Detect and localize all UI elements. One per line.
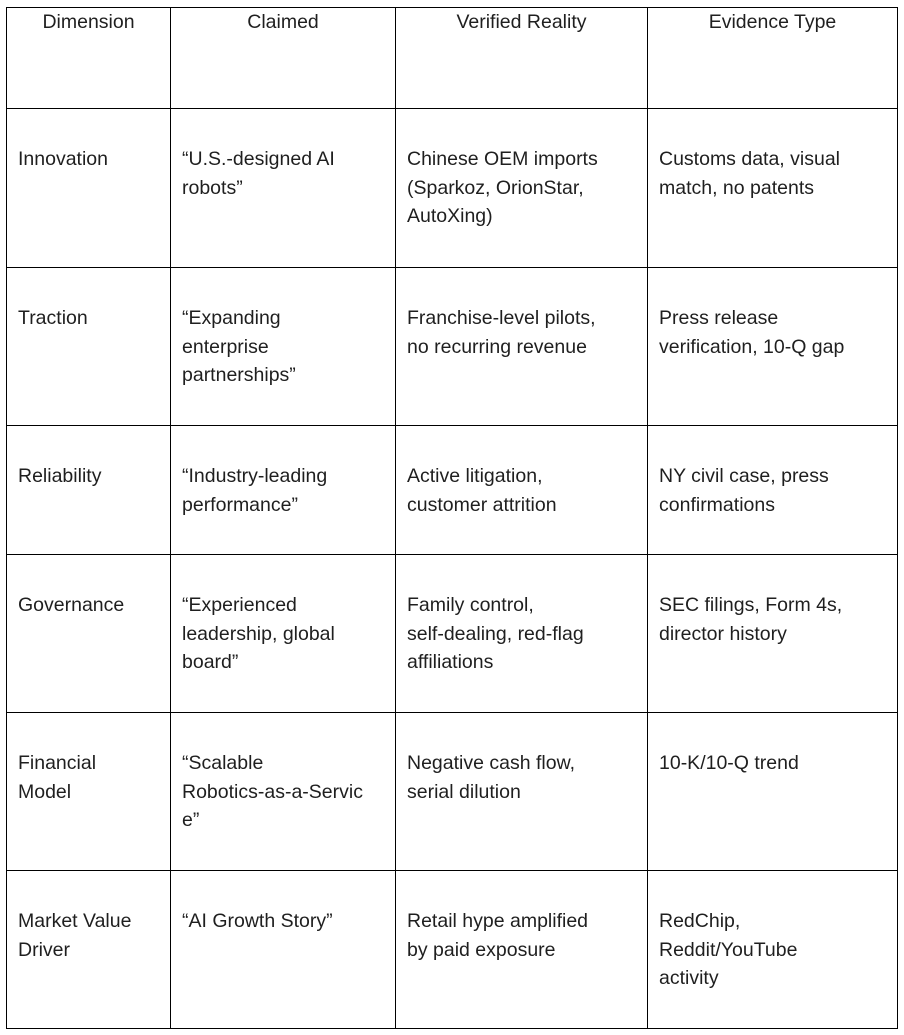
cell-dimension: Innovation bbox=[7, 109, 171, 268]
table-row bbox=[7, 268, 898, 426]
cell-dimension: Traction bbox=[7, 268, 171, 426]
cell-verified-reality: Negative cash flow, serial dilution bbox=[396, 713, 648, 871]
cell-verified-reality: Chinese OEM imports (Sparkoz, OrionStar, AutoXing) bbox=[396, 109, 648, 268]
cell-verified-reality: Active litigation, customer attrition bbox=[396, 426, 648, 555]
header-cell-dimension: Dimension bbox=[7, 8, 171, 109]
cell-evidence-type: Customs data, visual match, no patents bbox=[648, 109, 898, 268]
cell-verified-reality: Franchise-level pilots, no recurring revenue bbox=[396, 268, 648, 426]
cell-evidence-type: 10-K/10-Q trend bbox=[648, 713, 898, 871]
table-header-row bbox=[7, 8, 898, 109]
header-cell-evidence-type: Evidence Type bbox=[648, 8, 898, 109]
cell-dimension: Financial Model bbox=[7, 713, 171, 871]
cell-dimension: Governance bbox=[7, 555, 171, 713]
cell-evidence-type: NY civil case, press confirmations bbox=[648, 426, 898, 555]
header-cell-claimed: Claimed bbox=[171, 8, 396, 109]
table-row bbox=[7, 555, 898, 713]
cell-claimed: “AI Growth Story” bbox=[171, 871, 396, 1029]
table-row bbox=[7, 426, 898, 555]
header-cell-verified-reality: Verified Reality bbox=[396, 8, 648, 109]
cell-claimed: “U.S.-designed AI robots” bbox=[171, 109, 396, 268]
cell-verified-reality: Family control, self-dealing, red-flag affiliations bbox=[396, 555, 648, 713]
cell-dimension: Reliability bbox=[7, 426, 171, 555]
cell-evidence-type: SEC filings, Form 4s, director history bbox=[648, 555, 898, 713]
cell-claimed: “Experienced leadership, global board” bbox=[171, 555, 396, 713]
table-row bbox=[7, 713, 898, 871]
comparison-table bbox=[6, 7, 898, 1029]
cell-dimension: Market Value Driver bbox=[7, 871, 171, 1029]
cell-verified-reality: Retail hype amplified by paid exposure bbox=[396, 871, 648, 1029]
table-row bbox=[7, 109, 898, 268]
cell-evidence-type: RedChip, Reddit/YouTube activity bbox=[648, 871, 898, 1029]
cell-claimed: “Scalable Robotics-as-a-Servic e” bbox=[171, 713, 396, 871]
cell-claimed: “Expanding enterprise partnerships” bbox=[171, 268, 396, 426]
cell-evidence-type: Press release verification, 10-Q gap bbox=[648, 268, 898, 426]
cell-claimed: “Industry-leading performance” bbox=[171, 426, 396, 555]
table-row bbox=[7, 871, 898, 1029]
